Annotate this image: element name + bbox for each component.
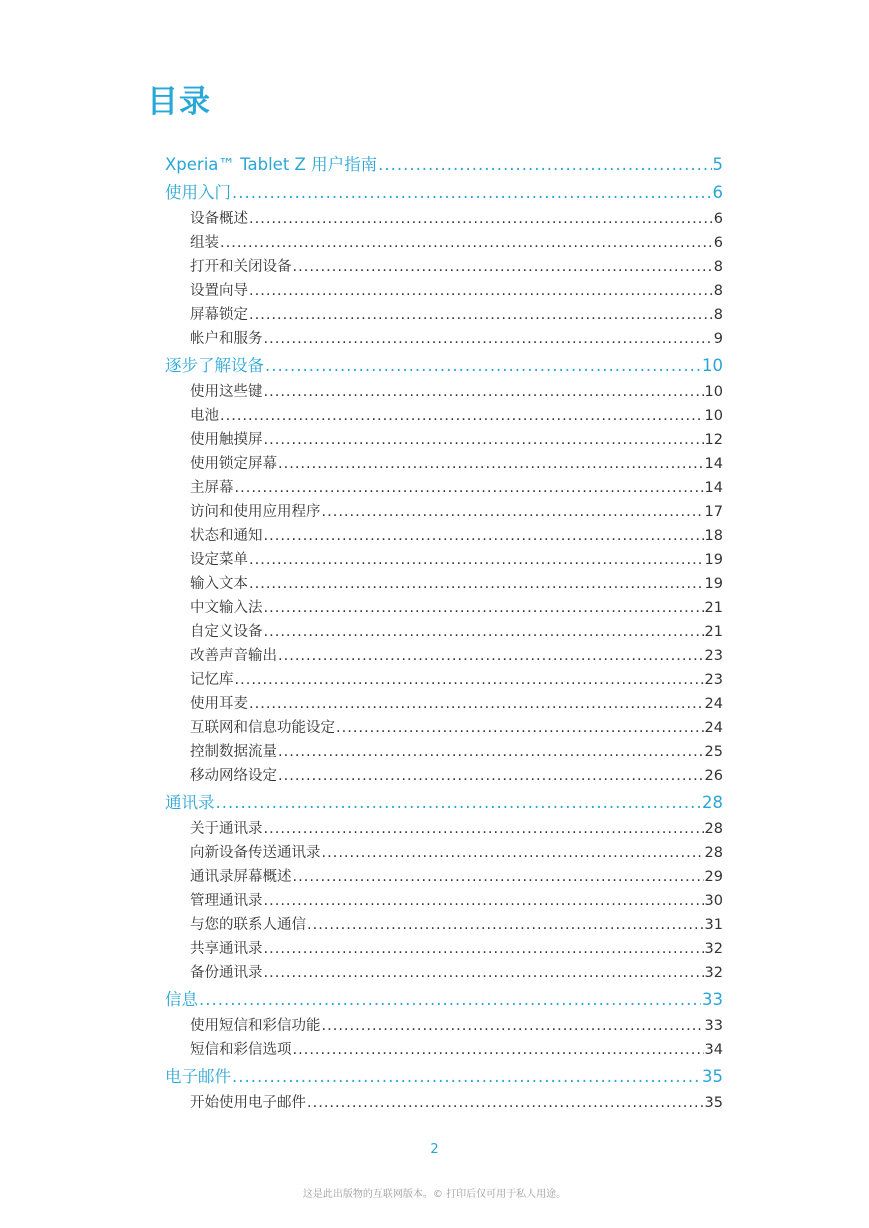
toc-section-entry[interactable]: [165, 1091, 723, 1115]
toc-section-entry[interactable]: [165, 476, 723, 500]
toc-section-entry[interactable]: [165, 524, 723, 548]
toc-section-title: 共享通讯录: [190, 941, 263, 957]
toc-section-page: 10: [704, 384, 723, 400]
toc-section-title: 状态和通知: [190, 528, 263, 544]
toc-section-page: 21: [704, 624, 723, 640]
toc-chapter-title: 电子邮件: [165, 1067, 231, 1086]
toc-chapter-title: 信息: [165, 990, 198, 1009]
toc-section-title: 输入文本: [190, 576, 248, 592]
toc-dot-leader: [264, 937, 704, 961]
toc-section-page: 26: [704, 768, 723, 784]
toc-section-title: 使用耳麦: [190, 696, 248, 712]
toc-section-title: 向新设备传送通讯录: [190, 845, 321, 861]
toc-chapter-page: 35: [702, 1067, 723, 1086]
toc-dot-leader: [307, 913, 704, 937]
toc-section-entry[interactable]: [165, 692, 723, 716]
toc-section-page: 28: [704, 821, 723, 837]
toc-section-title: 备份通讯录: [190, 965, 263, 981]
toc-section-title: 记忆库: [190, 672, 234, 688]
toc-section-entry[interactable]: [165, 404, 723, 428]
toc-section-title: 与您的联系人通信: [190, 917, 306, 933]
toc-chapter-page: 10: [702, 356, 723, 375]
toc-section-page: 8: [713, 259, 723, 275]
toc-dot-leader: [378, 152, 711, 178]
toc-section-title: 自定义设备: [190, 624, 263, 640]
toc-dot-leader: [264, 327, 713, 351]
toc-section-title: 短信和彩信选项: [190, 1042, 292, 1058]
toc-section-page: 8: [713, 283, 723, 299]
toc-section-title: 管理通讯录: [190, 893, 263, 909]
toc-section-page: 14: [704, 456, 723, 472]
toc-section-entry[interactable]: [165, 548, 723, 572]
toc-dot-leader: [264, 596, 704, 620]
toc-section-page: 30: [704, 893, 723, 909]
footer-note: 这是此出版物的互联网版本。© 打印后仅可用于私人用途。: [302, 1189, 567, 1200]
toc-dot-leader: [232, 178, 712, 207]
toc-section-title: 中文输入法: [190, 600, 263, 616]
toc-dot-leader: [264, 380, 704, 404]
toc-section-page: 21: [704, 600, 723, 616]
toc-chapter-title: 通讯录: [165, 793, 215, 812]
toc-section-entry[interactable]: [165, 841, 723, 865]
toc-section-page: 8: [713, 307, 723, 323]
toc-section-entry[interactable]: [165, 620, 723, 644]
toc-section-title: 关于通讯录: [190, 821, 263, 837]
toc-section-title: 设定菜单: [190, 552, 248, 568]
toc-section-page: 17: [704, 504, 723, 520]
toc-dot-leader: [264, 620, 704, 644]
toc-section-page: 24: [704, 696, 723, 712]
toc-dot-leader: [322, 1014, 704, 1038]
toc-dot-leader: [293, 255, 713, 279]
toc-section-title: 移动网络设定: [190, 768, 277, 784]
toc-section-entry[interactable]: [165, 231, 723, 255]
toc-section-entry[interactable]: [165, 327, 723, 351]
toc-section-page: 34: [704, 1042, 723, 1058]
toc-dot-leader: [249, 303, 713, 327]
toc-dot-leader: [249, 572, 704, 596]
toc-dot-leader: [278, 452, 704, 476]
table-of-contents: [165, 152, 723, 1115]
toc-section-title: 控制数据流量: [190, 744, 277, 760]
toc-section-entry[interactable]: [165, 937, 723, 961]
toc-dot-leader: [293, 1038, 704, 1062]
toc-section-title: 通讯录屏幕概述: [190, 869, 292, 885]
toc-chapter-entry[interactable]: [165, 351, 723, 380]
toc-section-title: 访问和使用应用程序: [190, 504, 321, 520]
toc-section-page: 14: [704, 480, 723, 496]
toc-chapter-entry[interactable]: [165, 985, 723, 1014]
toc-section-title: 使用锁定屏幕: [190, 456, 277, 472]
toc-section-page: 32: [704, 965, 723, 981]
toc-chapter-page: 33: [702, 990, 723, 1009]
toc-dot-leader: [278, 740, 704, 764]
toc-section-page: 24: [704, 720, 723, 736]
toc-chapter-entry[interactable]: [165, 1062, 723, 1091]
toc-section-entry[interactable]: [165, 380, 723, 404]
toc-section-entry[interactable]: [165, 572, 723, 596]
toc-section-title: 使用这些键: [190, 384, 263, 400]
toc-dot-leader: [322, 841, 704, 865]
toc-section-page: 29: [704, 869, 723, 885]
toc-section-title: 开始使用电子邮件: [190, 1095, 306, 1111]
toc-chapter-page: 5: [712, 155, 723, 174]
toc-dot-leader: [235, 668, 704, 692]
toc-section-page: 31: [704, 917, 723, 933]
toc-dot-leader: [220, 404, 704, 428]
toc-section-title: 改善声音输出: [190, 648, 277, 664]
toc-section-page: 25: [704, 744, 723, 760]
toc-section-page: 6: [713, 211, 723, 227]
toc-section-page: 6: [713, 235, 723, 251]
toc-section-page: 12: [704, 432, 723, 448]
toc-section-entry[interactable]: [165, 279, 723, 303]
page-title: 目录: [147, 84, 211, 120]
page-number: 2: [430, 1142, 439, 1157]
toc-dot-leader: [249, 279, 713, 303]
toc-dot-leader: [278, 644, 704, 668]
toc-section-page: 9: [713, 331, 723, 347]
toc-dot-leader: [265, 351, 701, 380]
toc-section-entry[interactable]: [165, 913, 723, 937]
toc-dot-leader: [264, 817, 704, 841]
toc-section-title: 屏幕锁定: [190, 307, 248, 323]
toc-chapter-entry[interactable]: [165, 178, 723, 207]
toc-section-title: 使用触摸屏: [190, 432, 263, 448]
toc-dot-leader: [336, 716, 704, 740]
toc-chapter-page: 28: [702, 793, 723, 812]
toc-section-page: 33: [704, 1018, 723, 1034]
toc-section-entry[interactable]: [165, 596, 723, 620]
toc-section-entry[interactable]: [165, 764, 723, 788]
toc-chapter-entry[interactable]: [165, 788, 723, 817]
toc-chapter-title: Xperia™ Tablet Z 用户指南: [165, 155, 378, 174]
toc-dot-leader: [264, 889, 704, 913]
toc-dot-leader: [216, 788, 702, 817]
toc-section-title: 设备概述: [190, 211, 248, 227]
toc-chapter-entry[interactable]: [165, 152, 723, 178]
toc-section-page: 28: [704, 845, 723, 861]
toc-section-page: 18: [704, 528, 723, 544]
toc-section-entry[interactable]: [165, 961, 723, 985]
toc-dot-leader: [249, 548, 704, 572]
toc-section-entry[interactable]: [165, 428, 723, 452]
toc-section-entry[interactable]: [165, 1014, 723, 1038]
toc-section-page: 23: [704, 648, 723, 664]
toc-section-title: 组装: [190, 235, 219, 251]
toc-section-entry[interactable]: [165, 255, 723, 279]
toc-section-entry[interactable]: [165, 303, 723, 327]
toc-section-title: 打开和关闭设备: [190, 259, 292, 275]
toc-dot-leader: [232, 1062, 701, 1091]
toc-section-page: 32: [704, 941, 723, 957]
toc-section-entry[interactable]: [165, 716, 723, 740]
toc-section-entry[interactable]: [165, 740, 723, 764]
toc-section-page: 19: [704, 552, 723, 568]
toc-dot-leader: [278, 764, 704, 788]
toc-section-title: 设置向导: [190, 283, 248, 299]
toc-dot-leader: [249, 207, 713, 231]
toc-chapter-page: 6: [712, 183, 723, 202]
toc-section-page: 35: [704, 1095, 723, 1111]
toc-dot-leader: [220, 231, 713, 255]
toc-chapter-title: 逐步了解设备: [165, 356, 264, 375]
toc-section-entry[interactable]: [165, 817, 723, 841]
toc-section-entry[interactable]: [165, 889, 723, 913]
toc-section-page: 10: [704, 408, 723, 424]
toc-dot-leader: [264, 961, 704, 985]
toc-section-entry[interactable]: [165, 668, 723, 692]
toc-dot-leader: [199, 985, 701, 1014]
toc-dot-leader: [322, 500, 704, 524]
toc-dot-leader: [249, 692, 704, 716]
toc-section-title: 主屏幕: [190, 480, 234, 496]
toc-section-title: 使用短信和彩信功能: [190, 1018, 321, 1034]
toc-section-page: 19: [704, 576, 723, 592]
toc-section-title: 帐户和服务: [190, 331, 263, 347]
toc-dot-leader: [235, 476, 704, 500]
toc-dot-leader: [293, 865, 704, 889]
toc-section-page: 23: [704, 672, 723, 688]
toc-section-title: 互联网和信息功能设定: [190, 720, 335, 736]
toc-section-entry[interactable]: [165, 865, 723, 889]
toc-dot-leader: [264, 524, 704, 548]
toc-dot-leader: [264, 428, 704, 452]
toc-section-title: 电池: [190, 408, 219, 424]
toc-section-entry[interactable]: [165, 1038, 723, 1062]
toc-chapter-title: 使用入门: [165, 183, 231, 202]
toc-section-entry[interactable]: [165, 644, 723, 668]
toc-section-entry[interactable]: [165, 207, 723, 231]
toc-section-entry[interactable]: [165, 452, 723, 476]
toc-section-entry[interactable]: [165, 500, 723, 524]
toc-dot-leader: [307, 1091, 704, 1115]
